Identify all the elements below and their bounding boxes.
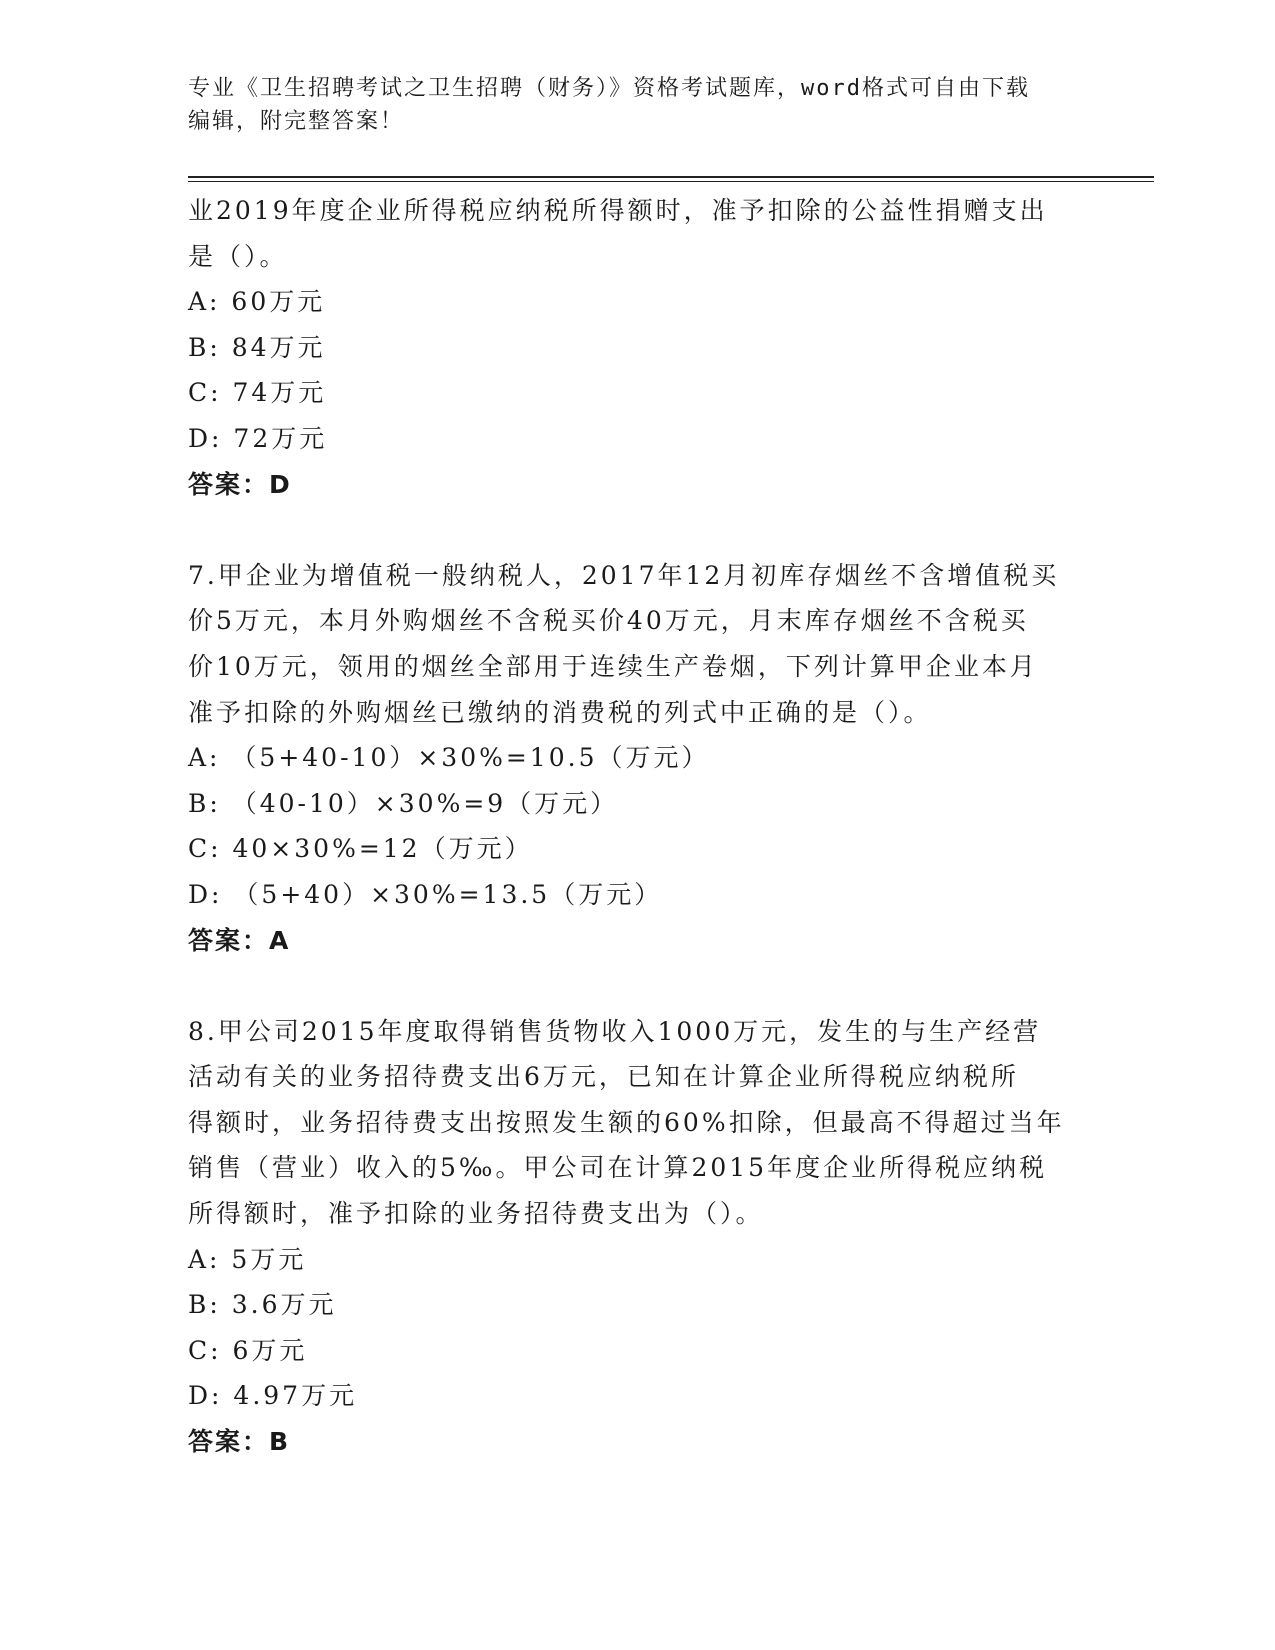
option-d: D: 4.97万元 (188, 1381, 358, 1411)
option-a: A: 60万元 (188, 287, 326, 317)
option-d: D: （5+40）×30%=13.5（万元） (188, 879, 663, 909)
question-stem-line: 所得额时，准予扣除的业务招待费支出为（）。 (188, 1199, 764, 1229)
spacer (188, 507, 1088, 553)
question-stem-line: 得额时，业务招待费支出按照发生额的60%扣除，但最高不得超过当年 (188, 1107, 1065, 1137)
spacer (188, 963, 1088, 1009)
header-line-1: 专业《卫生招聘考试之卫生招聘（财务）》资格考试题库，word格式可自由下载 (188, 76, 1030, 101)
question-8 (188, 1009, 1088, 1465)
question-stem-line: 8.甲公司2015年度取得销售货物收入1000万元，发生的与生产经营 (188, 1016, 1042, 1046)
answer: 答案：D (188, 469, 292, 499)
question-stem-line: 是（）。 (188, 241, 288, 271)
question-stem-line: 活动有关的业务招待费支出6万元，已知在计算企业所得税应纳税所 (188, 1062, 1019, 1092)
option-b: B: 3.6万元 (188, 1290, 337, 1320)
question-stem-line: 准予扣除的外购烟丝已缴纳的消费税的列式中正确的是（）。 (188, 697, 932, 727)
option-b: B: （40-10）×30%=9（万元） (188, 788, 619, 818)
option-a: A: 5万元 (188, 1244, 307, 1274)
question-list (188, 188, 1088, 1465)
header-divider-bottom (188, 181, 1154, 182)
question-stem-line: 7.甲企业为增值税一般纳税人，2017年12月初库存烟丝不含增值税买 (188, 560, 1060, 590)
option-c: C: 6万元 (188, 1335, 308, 1365)
question-7 (188, 553, 1088, 963)
question-stem-line: 价10万元，领用的烟丝全部用于连续生产卷烟，下列计算甲企业本月 (188, 651, 1038, 681)
option-d: D: 72万元 (188, 423, 328, 453)
option-b: B: 84万元 (188, 332, 326, 362)
header-divider-top (188, 176, 1154, 178)
answer: 答案：A (188, 925, 291, 955)
question-6 (188, 188, 1088, 507)
answer: 答案：B (188, 1427, 291, 1457)
header-line-2: 编辑，附完整答案！ (188, 109, 405, 134)
question-stem-line: 销售（营业）收入的5‰。甲公司在计算2015年度企业所得税应纳税 (188, 1153, 1048, 1183)
option-a: A: （5+40-10）×30%=10.5（万元） (188, 743, 710, 773)
option-c: C: 74万元 (188, 378, 327, 408)
option-c: C: 40×30%=12（万元） (188, 834, 533, 864)
document-header (188, 72, 1088, 138)
question-stem-line: 业2019年度企业所得税应纳税所得额时，准予扣除的公益性捐赠支出 (188, 196, 1048, 225)
question-stem-line: 价5万元，本月外购烟丝不含税买价40万元，月末库存烟丝不含税买 (188, 606, 1029, 636)
